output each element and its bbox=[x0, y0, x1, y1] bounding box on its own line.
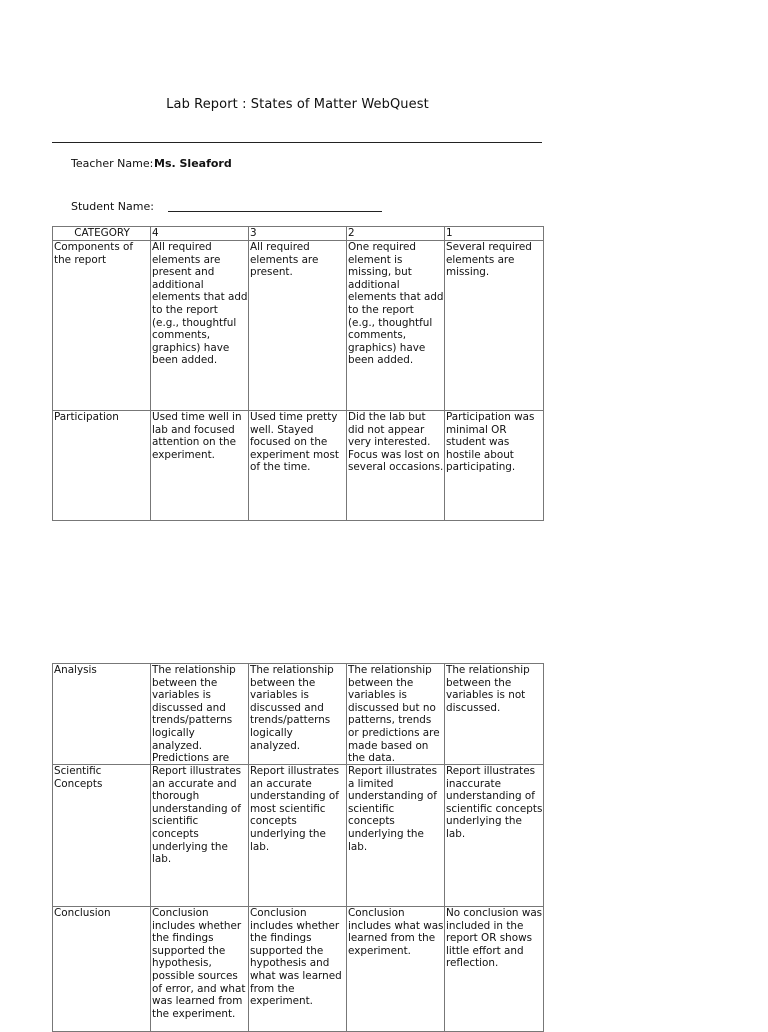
row-cell-3: Report illustrates an accurate understanding of most scientific concepts underlying the lab. bbox=[249, 765, 347, 907]
header-score-2: 2 bbox=[347, 227, 445, 241]
row-category: Components of the report bbox=[53, 241, 151, 411]
student-name-blank bbox=[168, 211, 382, 212]
title-rule bbox=[52, 142, 542, 143]
row-cell-4: Used time well in lab and focused attention on the experiment. bbox=[151, 411, 249, 521]
row-category: Conclusion bbox=[53, 907, 151, 1032]
row-cell-3: Conclusion includes whether the findings supported the hypothesis and what was learned from the experiment. bbox=[249, 907, 347, 1032]
table-row bbox=[53, 907, 544, 1032]
table-row bbox=[53, 664, 544, 765]
row-cell-1: Participation was minimal OR student was hostile about participating. bbox=[445, 411, 544, 521]
row-cell-4: All required elements are present and additional elements that add to the report (e.g., thoughtful comments, graphics) have been added. bbox=[151, 241, 249, 411]
row-cell-4: The relationship between the variables is discussed and trends/patterns logically analyzed. Predictions are bbox=[151, 664, 249, 765]
row-cell-2: The relationship between the variables is discussed but no patterns, trends or predictions are made based on the data. bbox=[347, 664, 445, 765]
row-cell-1: No conclusion was included in the report OR shows little effort and reflection. bbox=[445, 907, 544, 1032]
student-name-label: Student Name: bbox=[71, 200, 154, 213]
row-category: Participation bbox=[53, 411, 151, 521]
row-cell-1: The relationship between the variables is not discussed. bbox=[445, 664, 544, 765]
table-header-row bbox=[53, 227, 544, 241]
row-cell-4: Report illustrates an accurate and thorough understanding of scientific concepts underlying the lab. bbox=[151, 765, 249, 907]
page-title: Lab Report : States of Matter WebQuest bbox=[166, 97, 429, 112]
row-category: Analysis bbox=[53, 664, 151, 765]
teacher-name-value: Ms. Sleaford bbox=[154, 157, 232, 170]
rubric-table-top bbox=[52, 226, 544, 521]
row-cell-3: Used time pretty well. Stayed focused on the experiment most of the time. bbox=[249, 411, 347, 521]
header-category: CATEGORY bbox=[53, 227, 151, 241]
row-cell-2: Report illustrates a limited understanding of scientific concepts underlying the lab. bbox=[347, 765, 445, 907]
row-cell-3: The relationship between the variables is discussed and trends/patterns logically analyzed. bbox=[249, 664, 347, 765]
table-row bbox=[53, 241, 544, 411]
table-row bbox=[53, 411, 544, 521]
row-cell-2: One required element is missing, but additional elements that add to the report (e.g., thoughtful comments, graphics) have been added. bbox=[347, 241, 445, 411]
header-score-1: 1 bbox=[445, 227, 544, 241]
table-row bbox=[53, 765, 544, 907]
row-cell-2: Conclusion includes what was learned from the experiment. bbox=[347, 907, 445, 1032]
row-cell-3: All required elements are present. bbox=[249, 241, 347, 411]
row-cell-2: Did the lab but did not appear very interested. Focus was lost on several occasions. bbox=[347, 411, 445, 521]
row-category: Scientific Concepts bbox=[53, 765, 151, 907]
teacher-name-label: Teacher Name: bbox=[71, 157, 154, 170]
row-cell-4: Conclusion includes whether the findings supported the hypothesis, possible sources of error, and what was learned from the experiment. bbox=[151, 907, 249, 1032]
rubric-table-bottom bbox=[52, 663, 544, 1032]
row-cell-1: Several required elements are missing. bbox=[445, 241, 544, 411]
header-score-3: 3 bbox=[249, 227, 347, 241]
header-score-4: 4 bbox=[151, 227, 249, 241]
row-cell-1: Report illustrates inaccurate understanding of scientific concepts underlying the lab. bbox=[445, 765, 544, 907]
